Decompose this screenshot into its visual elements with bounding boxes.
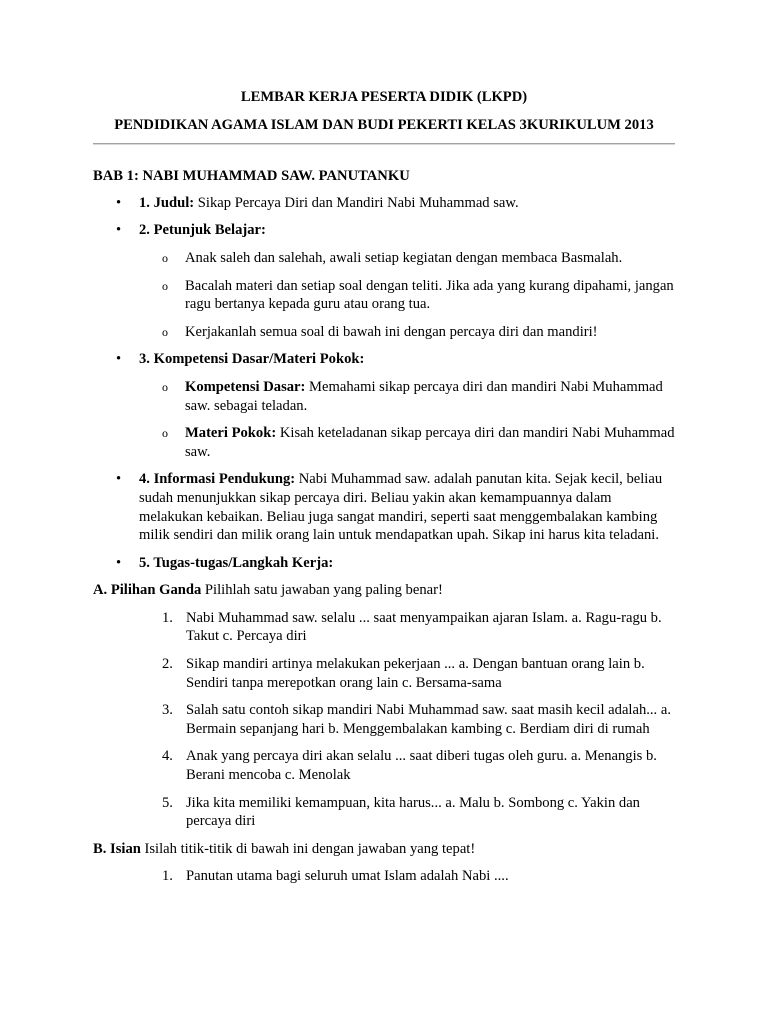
question-text: Salah satu contoh sikap mandiri Nabi Muhammad saw. saat masih kecil adalah... a. Bermain sepanjang hari b. Menggembalakan kambing c. Berdiam diri di rumah <box>186 702 671 737</box>
item-informasi <box>139 470 675 544</box>
section-a-questions <box>93 609 675 831</box>
judul-label: 1. Judul: <box>139 194 195 211</box>
tugas-label: 5. Tugas-tugas/Langkah Kerja: <box>139 554 334 571</box>
question-number: 1. <box>162 609 173 626</box>
question-text: Panutan utama bagi seluruh umat Islam adalah Nabi .... <box>186 868 509 885</box>
question-item <box>162 609 675 646</box>
item-petunjuk <box>139 221 675 341</box>
question-item <box>162 794 675 831</box>
item-kompetensi <box>139 350 675 461</box>
lkpd-outline-list <box>93 194 675 573</box>
document-title: LEMBAR KERJA PESERTA DIDIK (LKPD) <box>240 89 528 105</box>
question-item <box>162 867 675 886</box>
question-number: 4. <box>162 748 173 765</box>
kd-label: Kompetensi Dasar: <box>185 378 306 395</box>
kd-text: Memahami sikap percaya diri dan mandiri Nabi Muhammad saw. sebagai teladan. <box>185 378 663 414</box>
section-b-label: B. Isian <box>93 840 141 857</box>
question-text: Anak yang percaya diri akan selalu ... saat diberi tugas oleh guru. a. Menangis b. Berani mencoba c. Menolak <box>186 748 657 784</box>
petunjuk-sublist <box>139 249 675 341</box>
informasi-label: 4. Informasi Pendukung: <box>139 471 296 488</box>
document-subtitle: PENDIDIKAN AGAMA ISLAM DAN BUDI PEKERTI KELAS 3KURIKULUM 2013 <box>114 116 654 133</box>
question-number: 1. <box>162 868 173 885</box>
question-item <box>162 655 675 692</box>
question-item <box>162 701 675 738</box>
kompetensi-sublist <box>139 378 675 461</box>
chapter-heading: BAB 1: NABI MUHAMMAD SAW. PANUTANKU <box>93 168 410 185</box>
petunjuk-point: o Anak saleh dan salehah, awali setiap kegiatan dengan membaca Basmalah. <box>185 249 675 268</box>
petunjuk-point: o Bacalah materi dan setiap soal dengan teliti. Jika ada yang kurang dipahami, jangan ragu bertanya kepada guru atau orang tua. <box>185 277 675 314</box>
question-text: Sikap mandiri artinya melakukan pekerjaan ... a. Dengan bantuan orang lain b. Sendiri tanpa merepotkan orang lain c. Bersama-sama <box>186 656 645 691</box>
item-judul <box>139 194 675 213</box>
horizontal-divider <box>93 143 675 145</box>
question-item <box>162 747 675 784</box>
item-tugas <box>139 554 675 573</box>
kompetensi-dasar-point <box>185 378 675 415</box>
materi-pokok-point <box>185 424 675 461</box>
section-a-label: A. Pilihan Ganda <box>93 582 202 599</box>
petunjuk-point: o Kerjakanlah semua soal di bawah ini dengan percaya diri dan mandiri! <box>185 323 675 342</box>
section-a-instruction: Pilihlah satu jawaban yang paling benar! <box>201 582 443 599</box>
question-number: 5. <box>162 794 173 811</box>
judul-text: Sikap Percaya Diri dan Mandiri Nabi Muhammad saw. <box>194 194 519 211</box>
section-b-heading <box>93 840 675 859</box>
question-text: Jika kita memiliki kemampuan, kita harus... a. Malu b. Sombong c. Yakin dan percaya diri <box>186 794 640 830</box>
mp-label: Materi Pokok: <box>185 425 277 442</box>
question-number: 3. <box>162 702 173 719</box>
question-text: Nabi Muhammad saw. selalu ... saat menyampaikan ajaran Islam. a. Ragu-ragu b. Takut c. Percaya diri <box>186 609 662 645</box>
section-a-heading <box>93 581 675 600</box>
question-number: 2. <box>162 656 173 673</box>
kompetensi-label: 3. Kompetensi Dasar/Materi Pokok: <box>139 351 365 368</box>
section-b-questions <box>93 867 675 886</box>
informasi-text: Nabi Muhammad saw. adalah panutan kita. Sejak kecil, beliau sudah menunjukkan sikap percaya diri. Beliau yakin akan kemampuannya dalam melakukan kebaikan. Beliau juga sangat mandiri, seperti saat menggembalakan kambing milik sendiri dan milik orang lain untuk mendapatkan upah. Sikap ini harus kita teladani. <box>139 471 663 544</box>
mp-text: Kisah keteladanan sikap percaya diri dan mandiri Nabi Muhammad saw. <box>185 425 675 460</box>
petunjuk-label: 2. Petunjuk Belajar: <box>139 222 266 239</box>
section-b-instruction: Isilah titik-titik di bawah ini dengan jawaban yang tepat! <box>140 840 476 857</box>
